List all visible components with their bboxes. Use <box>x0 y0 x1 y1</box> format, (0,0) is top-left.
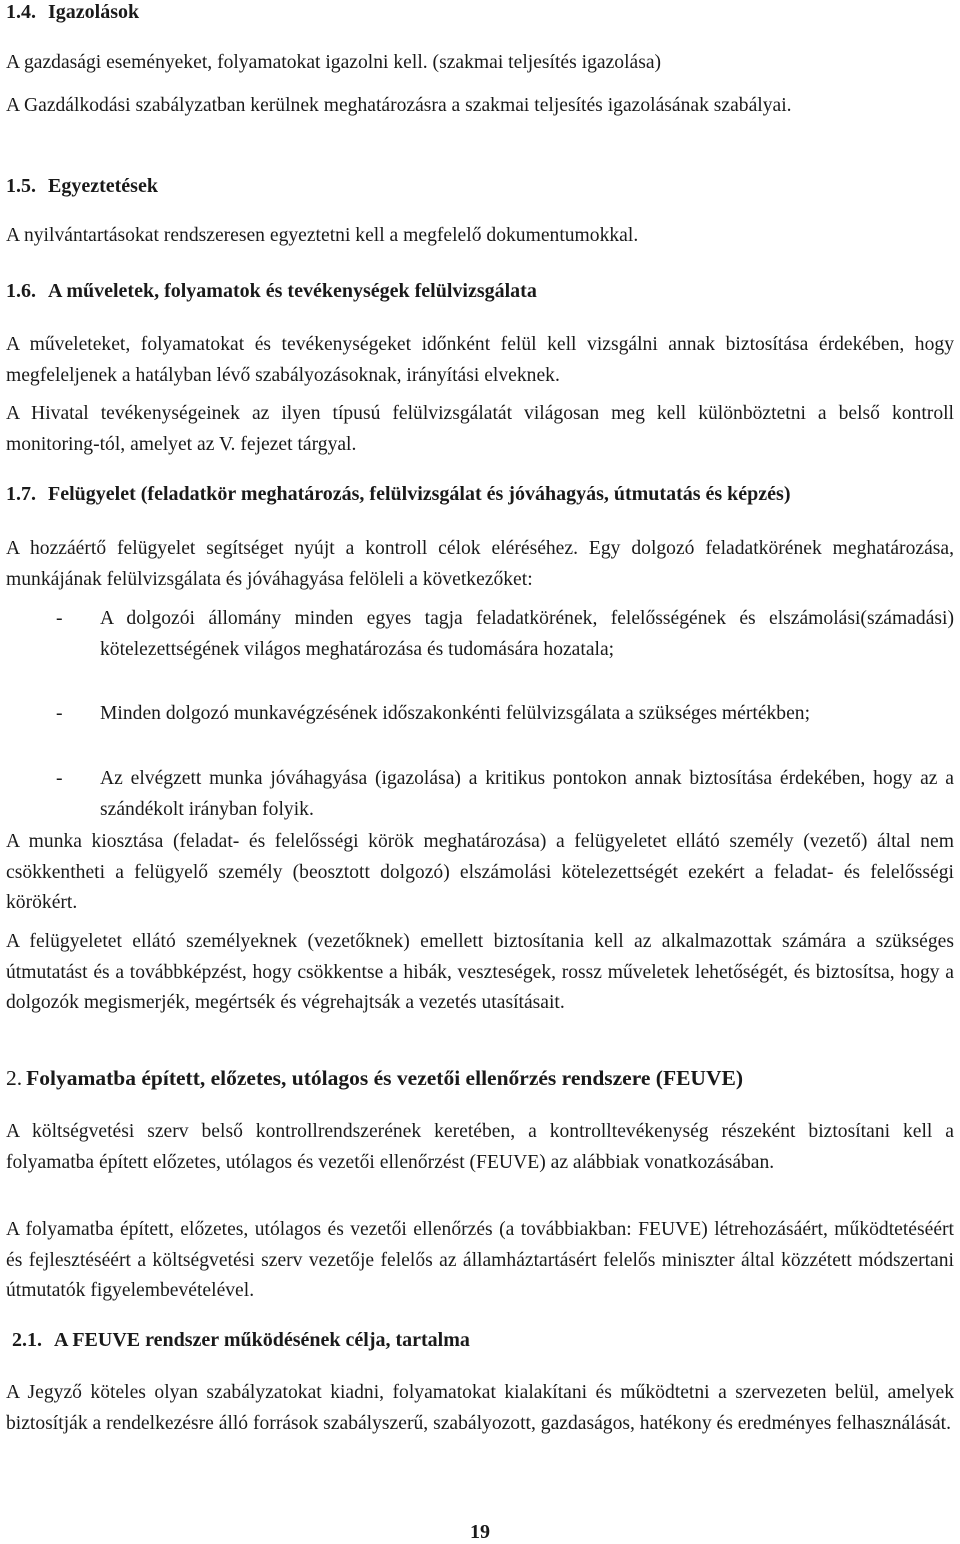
section-number: 2.1. <box>12 1329 42 1351</box>
paragraph: A Hivatal tevékenységeinek az ilyen típusú felülvizsgálatát világosan meg kell különböztetni a belső kontroll monitoring-tól, amelyet az V. fejezet tárgyal. <box>6 403 954 455</box>
paragraph: A Gazdálkodási szabályzatban kerülnek meghatározásra a szakmai teljesítés igazolásának szabályai. <box>6 95 792 116</box>
paragraph: A gazdasági eseményeket, folyamatokat igazolni kell. (szakmai teljesítés igazolása) <box>6 52 662 73</box>
section-title: Felügyelet (feladatkör meghatározás, felülvizsgálat és jóváhagyás, útmutatás és képzés) <box>48 483 791 505</box>
list-item-text: Minden dolgozó munkavégzésének időszakonkénti felülvizsgálata a szükséges mértékben; <box>100 703 811 724</box>
section-heading-2-1 <box>12 1328 470 1352</box>
section-heading-1-4 <box>6 0 139 24</box>
section-heading-2 <box>6 1066 743 1090</box>
paragraph: A folyamatba épített, előzetes, utólagos és vezetői ellenőrzés (a továbbiakban: FEUVE) létrehozásáért, működtetéséért és fejlesztéséért a költségvetési szerv vezetője felelős az államháztartásért felelős miniszter által közzétett módszertani útmutatók figyelembevételével. <box>6 1219 954 1301</box>
section-number: 2. <box>6 1066 23 1090</box>
paragraph: A műveleteket, folyamatokat és tevékenységeket időnként felül kell vizsgálni annak biztosítása érdekében, hogy megfeleljenek a hatályban lévő szabályozásoknak, irányítási elveknek. <box>6 334 954 386</box>
section-number: 1.7. <box>6 483 36 505</box>
section-heading-1-7 <box>6 482 791 506</box>
page-number: 19 <box>470 1521 490 1543</box>
paragraph: A Jegyző köteles olyan szabályzatokat kiadni, folyamatokat kialakítani és működtetni a szervezeten belül, amelyek biztosítják a rendelkezésre álló források szabályszerű, szabályozott, gazdaságos, hatékony és eredményes felhasználását. <box>6 1382 954 1434</box>
section-number: 1.5. <box>6 175 36 197</box>
paragraph: A hozzáértő felügyelet segítséget nyújt a kontroll célok eléréséhez. Egy dolgozó feladatkörének meghatározása, munkájának felülvizsgálata és jóváhagyása felöleli a következőket: <box>6 538 954 590</box>
section-title: Folyamatba épített, előzetes, utólagos és vezetői ellenőrzés rendszere (FEUVE) <box>26 1066 743 1090</box>
section-number: 1.6. <box>6 280 36 302</box>
section-number: 1.4. <box>6 1 36 23</box>
section-title: Igazolások <box>48 1 140 23</box>
section-heading-1-5 <box>6 174 158 198</box>
section-title: A műveletek, folyamatok és tevékenységek felülvizsgálata <box>48 280 537 302</box>
section-title: Egyeztetések <box>48 175 158 197</box>
list-item-text: Az elvégzett munka jóváhagyása (igazolása) a kritikus pontokon annak biztosítása érdekében, hogy az a szándékolt irányban folyik. <box>100 768 954 820</box>
paragraph: A költségvetési szerv belső kontrollrendszerének keretében, a kontrolltevékenység részeként biztosítani kell a folyamatba épített előzetes, utólagos és vezetői ellenőrzést (FEUVE) az alábbiak vonatkozásában. <box>6 1121 954 1173</box>
paragraph: A felügyeletet ellátó személyeknek (vezetőknek) emellett biztosítania kell az alkalmazottak számára a szükséges útmutatást és a továbbképzést, hogy csökkentse a hibák, veszteségek, rossz műveletek lehetőségét, és biztosítsa, hogy a dolgozók megismerjék, megértsék és végrehajtsák a vezetés utasításait. <box>6 931 954 1013</box>
section-heading-1-6 <box>6 279 537 303</box>
list-item-text: A dolgozói állomány minden egyes tagja feladatkörének, felelősségének és elszámolási(számadási) kötelezettségének világos meghatározása és tudomására hozatala; <box>100 608 954 660</box>
paragraph: A nyilvántartásokat rendszeresen egyeztetni kell a megfelelő dokumentumokkal. <box>6 225 639 246</box>
paragraph: A munka kiosztása (feladat- és felelősségi körök meghatározása) a felügyeletet ellátó személy (vezető) által nem csökkentheti a felügyelő személy (beosztott dolgozó) elszámolási kötelezettségét ezekért a feladat- és felelősségi körökért. <box>6 831 954 913</box>
section-title: A FEUVE rendszer működésének célja, tartalma <box>54 1329 470 1351</box>
